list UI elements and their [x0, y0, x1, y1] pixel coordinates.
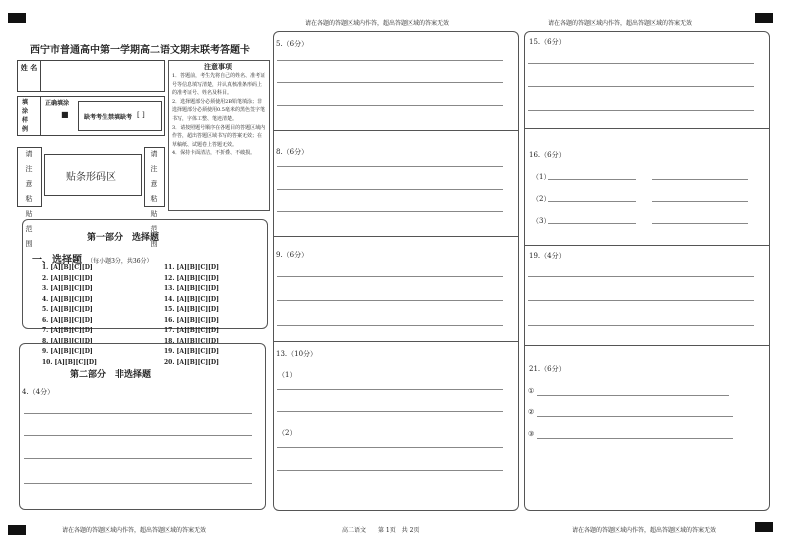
choice-row[interactable]: 14. [A][B][C][D]	[164, 295, 219, 303]
answer-line[interactable]	[277, 300, 503, 301]
barcode-left-label: 请 注 意 粘 贴 范 围	[25, 150, 33, 247]
header-notice-right: 请在各题的答题区域内作答，超出答题区域的答案无效	[548, 20, 693, 27]
answer-line[interactable]	[277, 470, 503, 471]
answer-line[interactable]	[277, 189, 503, 190]
question-16-part-2-label: （2）	[532, 195, 551, 203]
choice-row[interactable]: 18. [A][B][C][D]	[164, 337, 219, 345]
right-answer-column	[524, 31, 770, 511]
answer-line[interactable]	[24, 458, 252, 459]
choice-row[interactable]: 15. [A][B][C][D]	[164, 306, 219, 313]
answer-line[interactable]	[528, 110, 754, 111]
footer-notice-right: 请在各题的答题区域内作答，超出答题区域的答案无效	[572, 527, 717, 534]
notes-list	[172, 72, 266, 158]
answer-line[interactable]	[548, 201, 636, 202]
position-mark-bottom-left	[8, 525, 26, 535]
question-13-label: 13.（10分）	[276, 350, 318, 358]
position-mark-top-right	[755, 13, 773, 23]
answer-line[interactable]	[537, 395, 729, 396]
choice-row[interactable]: 19. [A][B][C][D]	[164, 348, 219, 355]
section-divider	[524, 128, 770, 129]
position-mark-top-left	[8, 13, 26, 23]
answer-line[interactable]	[528, 325, 754, 326]
name-field[interactable]	[42, 61, 164, 91]
question-19-label: 19.（4分）	[529, 252, 566, 260]
choice-row[interactable]: 3. [A][B][C][D]	[42, 285, 93, 292]
answer-line[interactable]	[548, 179, 636, 180]
answer-line[interactable]	[652, 223, 748, 224]
answer-line[interactable]	[277, 447, 503, 448]
answer-line[interactable]	[277, 325, 503, 326]
missing-exam-checkbox[interactable]: [ ]	[137, 111, 145, 119]
note-item: 2．选择题部分必须使用2B铅笔填涂；非选择题部分必须使用0.5毫米的黑色签字笔书写，字体工整、笔迹清楚。	[172, 98, 265, 122]
section-divider	[273, 236, 519, 237]
correct-fill-label: 正确填涂	[45, 100, 70, 107]
answer-line[interactable]	[277, 105, 503, 106]
answer-line[interactable]	[528, 86, 754, 87]
question-13-part-1-label: （1）	[278, 371, 297, 379]
header-notice-middle: 请在各题的答题区域内作答，超出答题区域的答案无效	[305, 20, 450, 27]
choice-row[interactable]: 9. [A][B][C][D]	[42, 348, 93, 355]
name-label: 姓 名	[20, 63, 38, 72]
question-21-item-1-label: ①	[528, 387, 535, 395]
answer-line[interactable]	[537, 438, 733, 439]
answer-line[interactable]	[528, 276, 754, 277]
question-21-item-2-label: ②	[528, 408, 535, 416]
choice-row[interactable]: 13. [A][B][C][D]	[164, 285, 219, 292]
section-divider	[273, 130, 519, 131]
choice-row[interactable]: 20. [A][B][C][D]	[164, 358, 219, 366]
note-item: 4．保持卡面清洁，不折叠、不破损。	[172, 150, 256, 157]
choice-row[interactable]: 16. [A][B][C][D]	[164, 316, 219, 324]
answer-line[interactable]	[277, 166, 503, 167]
question-13-part-2-label: （2）	[278, 429, 297, 437]
question-15-label: 15.（6分）	[529, 38, 566, 46]
answer-line[interactable]	[277, 389, 503, 390]
answer-line[interactable]	[652, 201, 748, 202]
answer-line[interactable]	[277, 60, 503, 61]
answer-line[interactable]	[528, 300, 754, 301]
question-4-label: 4.（4分）	[22, 388, 55, 396]
choice-section-title: 一、选择题	[32, 255, 82, 266]
middle-answer-column	[273, 31, 519, 511]
question-16-label: 16.（6分）	[529, 151, 566, 159]
notes-title: 注意事项	[204, 62, 232, 71]
barcode-label: 贴条形码区	[66, 172, 116, 183]
barcode-right-label: 请 注 意 粘 贴 范 围	[150, 150, 158, 247]
question-21-label: 21.（6分）	[529, 365, 566, 373]
choice-row[interactable]: 10. [A][B][C][D]	[42, 358, 97, 366]
question-9-label: 9.（6分）	[276, 251, 309, 259]
position-mark-bottom-right	[755, 522, 773, 532]
choice-row[interactable]: 6. [A][B][C][D]	[42, 316, 93, 324]
question-16-part-1-label: （1）	[532, 173, 551, 181]
question-8-label: 8.（6分）	[276, 148, 309, 156]
answer-line[interactable]	[24, 413, 252, 414]
choice-row[interactable]: 1. [A][B][C][D]	[42, 264, 93, 271]
answer-line[interactable]	[277, 276, 503, 277]
footer-notice-left: 请在各题的答题区域内作答，超出答题区域的答案无效	[62, 527, 207, 534]
page-title: 西宁市普通高中第一学期高二语文期末联考答题卡	[30, 45, 250, 56]
answer-line[interactable]	[277, 411, 503, 412]
answer-line[interactable]	[277, 211, 503, 212]
answer-line[interactable]	[277, 82, 503, 83]
note-item: 1．答题前，考生先将自己的姓名、准考证号等信息填写清楚，并认真核准条形码上的准考证号、姓名及科目。	[172, 73, 266, 97]
choice-row[interactable]: 12. [A][B][C][D]	[164, 274, 219, 282]
part2-title: 第二部分 非选择题	[70, 370, 152, 380]
answer-line[interactable]	[652, 179, 748, 180]
part1-title: 第一部分 选择题	[87, 233, 160, 243]
section-divider	[524, 345, 770, 346]
question-16-part-3-label: （3）	[532, 217, 551, 225]
choice-row[interactable]: 4. [A][B][C][D]	[42, 295, 93, 303]
choice-row[interactable]: 2. [A][B][C][D]	[42, 274, 93, 282]
fill-label: 填 涂 样 例	[22, 99, 29, 133]
question-5-label: 5.（6分）	[276, 40, 309, 48]
section-divider	[273, 341, 519, 342]
answer-line[interactable]	[528, 63, 754, 64]
choice-row[interactable]: 8. [A][B][C][D]	[42, 337, 93, 345]
section-divider	[524, 245, 770, 246]
choice-section-note: （每小题3分，共36分）	[87, 258, 153, 265]
choice-row[interactable]: 5. [A][B][C][D]	[42, 306, 93, 313]
correct-fill-mark: ■	[61, 110, 69, 119]
answer-line[interactable]	[537, 416, 733, 417]
footer-page-info: 高二语文 第 1页 共 2页	[342, 527, 420, 534]
missing-exam-label: 缺考考生禁填缺考	[84, 114, 133, 121]
note-item: 3．请按照题号顺序在各题目的答题区域内作答，超出答题区域书写的答案无效；在草稿纸、试题卷上答题无效。	[172, 124, 266, 148]
answer-line[interactable]	[24, 483, 252, 484]
choice-row[interactable]: 7. [A][B][C][D]	[42, 327, 93, 334]
choice-row[interactable]: 11. [A][B][C][D]	[164, 264, 219, 271]
question-21-item-3-label: ③	[528, 430, 535, 438]
answer-line[interactable]	[548, 223, 636, 224]
choice-row[interactable]: 17. [A][B][C][D]	[164, 327, 219, 334]
answer-line[interactable]	[24, 435, 252, 436]
